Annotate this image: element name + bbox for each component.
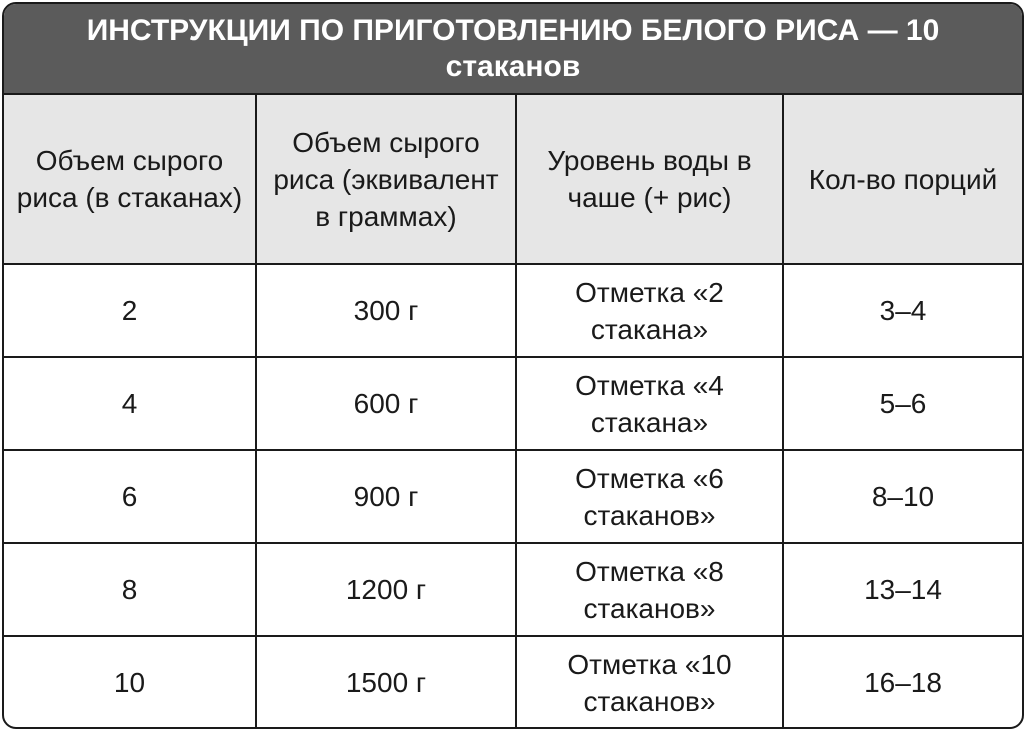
cell-servings: 16–18 [864, 667, 942, 698]
cell-cups: 8 [4, 543, 256, 636]
header-raw-rice-grams: Объем сырого риса (эквивалент в граммах) [256, 95, 516, 264]
cell-grams: 1200 г [256, 543, 516, 636]
cell-servings: 5–6 [783, 357, 1022, 450]
table-row [4, 450, 1022, 543]
cell-grams: 600 г [256, 357, 516, 450]
cell-cups: 6 [4, 450, 256, 543]
header-raw-rice-cups: Объем сырого риса (в стаканах) [4, 95, 256, 264]
table-row [4, 543, 1022, 636]
cell-grams: 900 г [256, 450, 516, 543]
table-row [4, 636, 1022, 728]
header-water-level: Уровень воды в чаше (+ рис) [516, 95, 783, 264]
cell-cups: 4 [4, 357, 256, 450]
header-servings: Кол-во порций [783, 95, 1022, 264]
cell-cups: 10 [4, 636, 256, 728]
cell-grams: 1500 г [256, 636, 516, 728]
header-row [4, 95, 1022, 264]
rice-instructions-table-card [2, 2, 1024, 729]
cell-water-level: Отметка «8 стаканов» [516, 543, 783, 636]
cell-grams: 300 г [256, 264, 516, 357]
table-row [4, 264, 1022, 357]
cell-servings: 3–4 [783, 264, 1022, 357]
cell-cups: 2 [4, 264, 256, 357]
table-row [4, 357, 1022, 450]
cell-water-level: Отметка «10 стаканов» [516, 636, 783, 728]
cell-servings: 8–10 [783, 450, 1022, 543]
cell-water-level: Отметка «6 стаканов» [516, 450, 783, 543]
rice-table [4, 95, 1022, 728]
cell-water-level: Отметка «4 стакана» [516, 357, 783, 450]
cell-water-level: Отметка «2 стакана» [516, 264, 783, 357]
cell-servings: 13–14 [783, 543, 1022, 636]
table-title: ИНСТРУКЦИИ ПО ПРИГОТОВЛЕНИЮ БЕЛОГО РИСА — 10 стаканов [4, 4, 1022, 95]
